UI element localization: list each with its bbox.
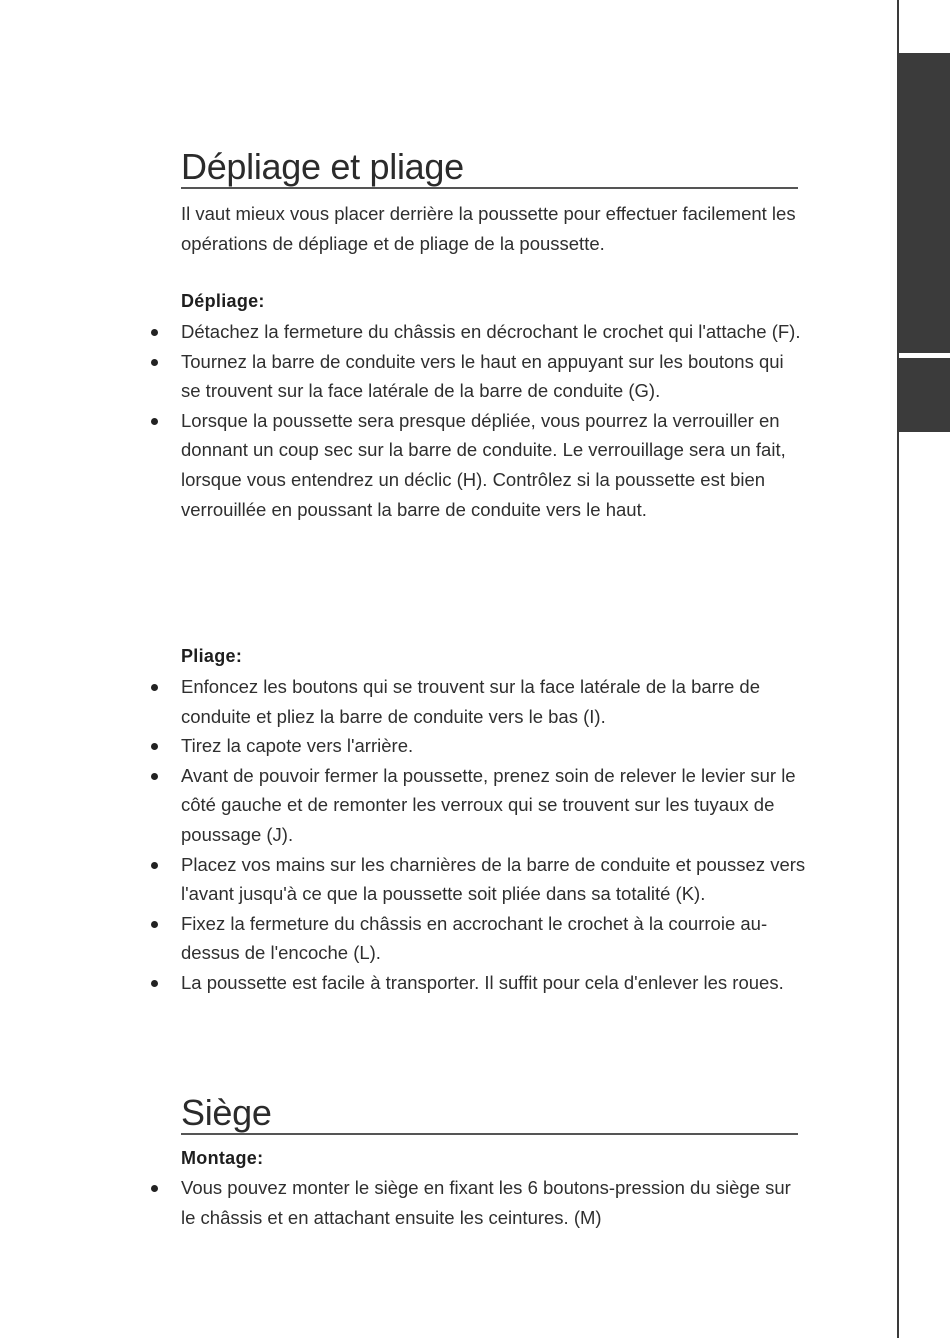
list-item xyxy=(0,909,806,968)
subheading-pliage: Pliage: xyxy=(181,646,243,666)
bullet-icon xyxy=(151,684,158,691)
list-item-text: Tournez la barre de conduite vers le haut en appuyant sur les boutons qui se trouvent sur la face latérale de la barre de conduite (G). xyxy=(181,350,784,402)
list-item-text: Vous pouvez monter le siège en fixant les 6 boutons-pression du siège sur le châssis et en attachant ensuite les ceintures. (M) xyxy=(181,1177,791,1228)
subheading-montage: Montage: xyxy=(181,1148,264,1168)
list-item xyxy=(0,317,806,347)
side-tab-upper xyxy=(899,53,950,353)
intro-paragraph: Il vaut mieux vous placer derrière la poussette pour effectuer facilement les opérations de dépliage et de pliage de la poussette. xyxy=(181,203,796,254)
bullet-icon xyxy=(151,773,158,780)
bullet-icon xyxy=(151,921,158,928)
list-item xyxy=(0,968,806,998)
list-item xyxy=(0,850,806,909)
section-heading-siege: Siège xyxy=(181,1093,798,1135)
list-item xyxy=(0,761,806,850)
list-item-text: Tirez la capote vers l'arrière. xyxy=(181,735,414,757)
bullet-icon xyxy=(151,862,158,869)
bullet-icon xyxy=(151,329,158,336)
montage-list xyxy=(0,1173,806,1232)
list-item-text: Placez vos mains sur les charnières de la barre de conduite et poussez vers l'avant jusqu'à ce que la poussette soit pliée dans sa totalité (K). xyxy=(181,853,806,905)
bullet-icon xyxy=(151,418,158,425)
section-heading-depliage-pliage: Dépliage et pliage xyxy=(181,147,798,189)
list-item-text: Avant de pouvoir fermer la poussette, prenez soin de relever le levier sur le côté gauche et de remonter les verroux qui se trouvent sur les tuyaux de poussage (J). xyxy=(181,764,796,845)
bullet-icon xyxy=(151,980,158,987)
list-item-text: Lorsque la poussette sera presque dépliée, vous pourrez la verrouiller en donnant un coup sec sur la barre de conduite. Le verrouillage sera un fait, lorsque vous entendrez un déclic (H). Contrôlez si la poussette est bien verrouillée en poussant la barre de conduite vers le haut. xyxy=(181,409,786,520)
list-item xyxy=(0,347,806,406)
list-item-text: Détachez la fermeture du châssis en décrochant le crochet qui l'attache (F). xyxy=(181,321,801,342)
bullet-icon xyxy=(151,743,158,750)
list-item xyxy=(0,731,806,761)
pliage-list xyxy=(0,672,806,998)
depliage-list xyxy=(0,317,806,524)
list-item xyxy=(0,672,806,731)
list-item-text: Fixez la fermeture du châssis en accrochant le crochet à la courroie au-dessus de l'encoche (L). xyxy=(181,912,768,964)
bullet-icon xyxy=(151,359,158,366)
list-item-text: Enfoncez les boutons qui se trouvent sur la face latérale de la barre de conduite et pliez la barre de conduite vers le bas (I). xyxy=(181,676,760,727)
list-item xyxy=(0,406,806,524)
side-tab-lower xyxy=(899,358,950,432)
subheading-depliage: Dépliage: xyxy=(181,291,265,311)
list-item-text: La poussette est facile à transporter. Il suffit pour cela d'enlever les roues. xyxy=(181,971,784,993)
bullet-icon xyxy=(151,1185,158,1192)
list-item xyxy=(0,1173,806,1232)
